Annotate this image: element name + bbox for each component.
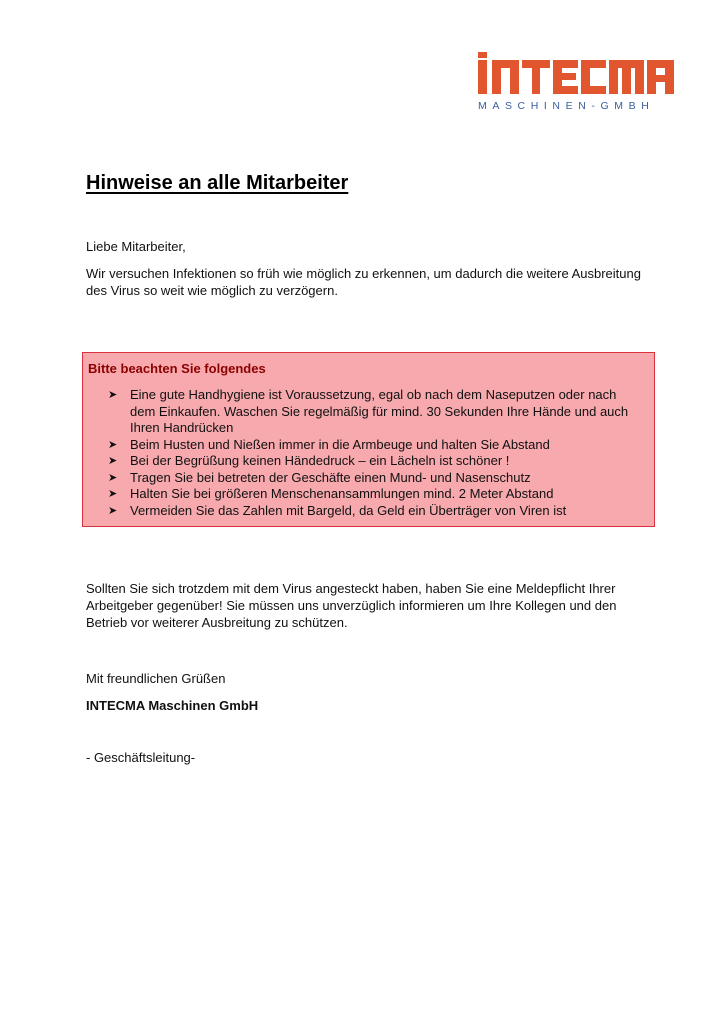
intro-paragraph: Wir versuchen Infektionen so früh wie möglich zu erkennen, um dadurch die weitere Ausbreitung des Virus so weit wie möglich zu verzögern. — [86, 266, 641, 298]
notice-box — [82, 352, 655, 527]
logo-wordmark — [476, 50, 676, 96]
arrow-bullet-icon: ➤ — [108, 455, 118, 467]
logo-subtitle: MASCHINEN-GMBH — [478, 100, 655, 112]
list-item — [83, 453, 640, 470]
list-item — [83, 470, 640, 487]
arrow-bullet-icon: ➤ — [108, 438, 118, 451]
list-item-text: Beim Husten und Nießen immer in die Armbeuge und halten Sie Abstand — [130, 436, 550, 452]
closing-paragraph: Sollten Sie sich trotzdem mit dem Virus angesteckt haben, haben Sie eine Meldepflicht Ihrer Arbeitgeber gegenüber! Sie müssen uns unverzüglich informieren um Ihre Kollegen und den Betrieb vor weiterer Ausbreitung zu schützen. — [86, 581, 617, 630]
notice-list — [83, 387, 653, 519]
arrow-bullet-icon: ➤ — [108, 389, 118, 401]
list-item-text: Halten Sie bei größeren Menschenansammlungen mind. 2 Meter Abstand — [130, 486, 554, 501]
document-title: Hinweise an alle Mitarbeiter — [86, 172, 349, 194]
list-item — [83, 387, 640, 437]
list-item-text: Vermeiden Sie das Zahlen mit Bargeld, da Geld ein Überträger von Viren ist — [130, 502, 567, 518]
list-item — [83, 486, 640, 503]
arrow-bullet-icon: ➤ — [108, 471, 118, 484]
arrow-bullet-icon: ➤ — [108, 488, 118, 500]
company-logo — [476, 50, 676, 116]
company-name: INTECMA Maschinen GmbH — [86, 698, 259, 713]
list-item-text: Eine gute Handhygiene ist Voraussetzung, egal ob nach dem Naseputzen oder nach dem Einkaufen. Waschen Sie regelmäßig für mind. 30 Sekunden Ihre Hände und auch Ihren Handrücken — [130, 387, 629, 435]
list-item-text: Bei der Begrüßung keinen Händedruck – ein Lächeln ist schöner ! — [130, 453, 510, 468]
list-item-text: Tragen Sie bei betreten der Geschäfte einen Mund- und Nasenschutz — [130, 469, 531, 485]
list-item — [83, 437, 640, 454]
signature: - Geschäftsleitung- — [86, 750, 196, 765]
regards: Mit freundlichen Grüßen — [86, 671, 226, 686]
notice-heading: Bitte beachten Sie folgendes — [88, 361, 266, 376]
arrow-bullet-icon: ➤ — [108, 504, 118, 517]
greeting: Liebe Mitarbeiter, — [86, 239, 186, 254]
list-item — [83, 503, 640, 520]
